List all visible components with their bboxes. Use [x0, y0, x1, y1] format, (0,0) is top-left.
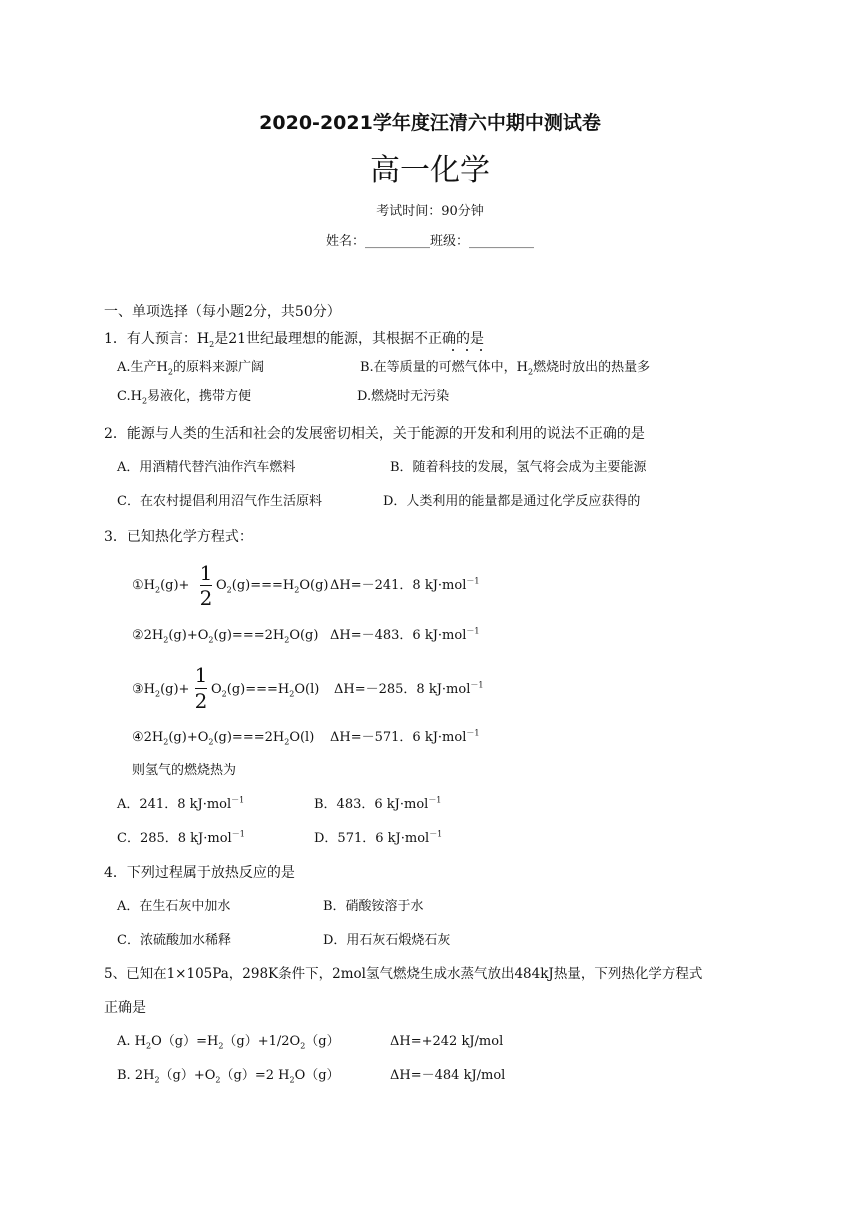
question-5-option-a: A. $H_2O(g)=H_2(g)+1/2O_2(g)$ [117, 1034, 340, 1051]
subject-title: 高一化学 [370, 153, 490, 188]
equation-4-enthalpy: ΔH=－571．6 kJ·mol$^{-1}$ [330, 728, 480, 745]
question-4-option-c: C．浓硫酸加水稀释 [117, 933, 231, 948]
equation-1-left: $①H_2(g)+$ [132, 578, 190, 595]
question-3-option-b: B．483．6 kJ·mol$^{-1}$ [314, 795, 442, 812]
emphasis-text: 不正确 [414, 331, 457, 347]
equation-2-enthalpy: ΔH=－483．6 kJ·mol$^{-1}$ [330, 626, 480, 643]
emphasis-dot [480, 349, 482, 351]
question-4-option-a: A．在生石灰中加水 [117, 899, 231, 914]
question-2-option-a: A．用酒精代替汽油作汽车燃料 [117, 460, 296, 475]
fraction-denominator: 2 [199, 586, 213, 610]
question-5-stem-line-2: 正确是 [104, 1000, 146, 1016]
question-4-option-b: B．硝酸铵溶于水 [323, 899, 424, 914]
question-2-option-b: B．随着科技的发展，氢气将会成为主要能源 [390, 460, 647, 475]
question-5-option-a-enthalpy: ΔH=+242 kJ/mol [390, 1034, 504, 1049]
fraction-denominator: 2 [194, 689, 208, 713]
question-2-stem: 2．能源与人类的生活和社会的发展密切相关，关于能源的开发和利用的说法不正确的是 [104, 426, 645, 442]
question-1-option-d: D.燃烧时无污染 [357, 389, 450, 404]
question-2-option-c: C．在农村提倡利用沼气作生活原料 [117, 494, 322, 509]
question-1-option-b: B.在等质量的可燃气体中，$H_2$燃烧时放出的热量多 [360, 360, 651, 377]
section-heading: 一、单项选择（每小题2分，共50分） [104, 304, 341, 320]
question-1-stem: 1．有人预言：$H_2$是21世纪最理想的能源，其根据不正确的是 [104, 331, 485, 349]
question-5-option-b-enthalpy: ΔH=－484 kJ/mol [390, 1068, 506, 1083]
exam-title: 2020-2021学年度汪清六中期中测试卷 [259, 112, 601, 134]
emphasis-dot [466, 349, 468, 351]
question-2-option-d: D．人类利用的能量都是通过化学反应获得的 [383, 494, 641, 509]
equation-3-right: $O_2(g)===H_2O(l)$ [211, 682, 320, 699]
question-4-option-d: D．用石灰石煅烧石灰 [323, 933, 451, 948]
equation-1-enthalpy: ΔH=－241．8 kJ·mol$^{-1}$ [330, 576, 480, 593]
question-3-option-d: D．571．6 kJ·mol$^{-1}$ [314, 829, 443, 846]
equation-3-left: $③H_2(g)+$ [132, 682, 190, 699]
equation-4: $④2H_2(g)+O_2(g)===2H_2O(l)$ [132, 730, 315, 747]
question-3-option-a: A．241．8 kJ·mol$^{-1}$ [117, 795, 245, 812]
fraction-numerator: 1 [199, 561, 213, 585]
question-3-ask: 则氢气的燃烧热为 [132, 763, 237, 778]
question-1-option-a: A.生产$H_2$的原料来源广阔 [117, 360, 264, 377]
question-3-stem: 3．已知热化学方程式： [104, 529, 253, 545]
exam-time: 考试时间：90分钟 [376, 204, 484, 219]
question-1-option-c: $C.H_2$易液化，携带方便 [117, 389, 252, 406]
emphasis-dot [452, 349, 454, 351]
question-4-stem: 4．下列过程属于放热反应的是 [104, 865, 295, 881]
equation-1-right: $O_2(g)===H_2O(g)$ [216, 578, 329, 595]
equation-3-enthalpy: ΔH=－285．8 kJ·mol$^{-1}$ [334, 680, 484, 697]
name-class-fields: 姓名：__________班级：__________ [325, 234, 534, 249]
question-5-option-b: B. $2H_2(g)+O_2(g)=2$ $H_2O(g)$ [117, 1068, 340, 1085]
fraction-numerator: 1 [194, 663, 208, 687]
equation-2: $②2H_2(g)+O_2(g)===2H_2O(g)$ [132, 628, 319, 645]
question-3-option-c: C．285．8 kJ·mol$^{-1}$ [117, 829, 245, 846]
question-5-stem-line-1: 5、已知在1×105Pa，298K条件下，2mol氢气燃烧生成水蒸气放出484kJ热量，下列热化学方程式 [104, 966, 703, 982]
